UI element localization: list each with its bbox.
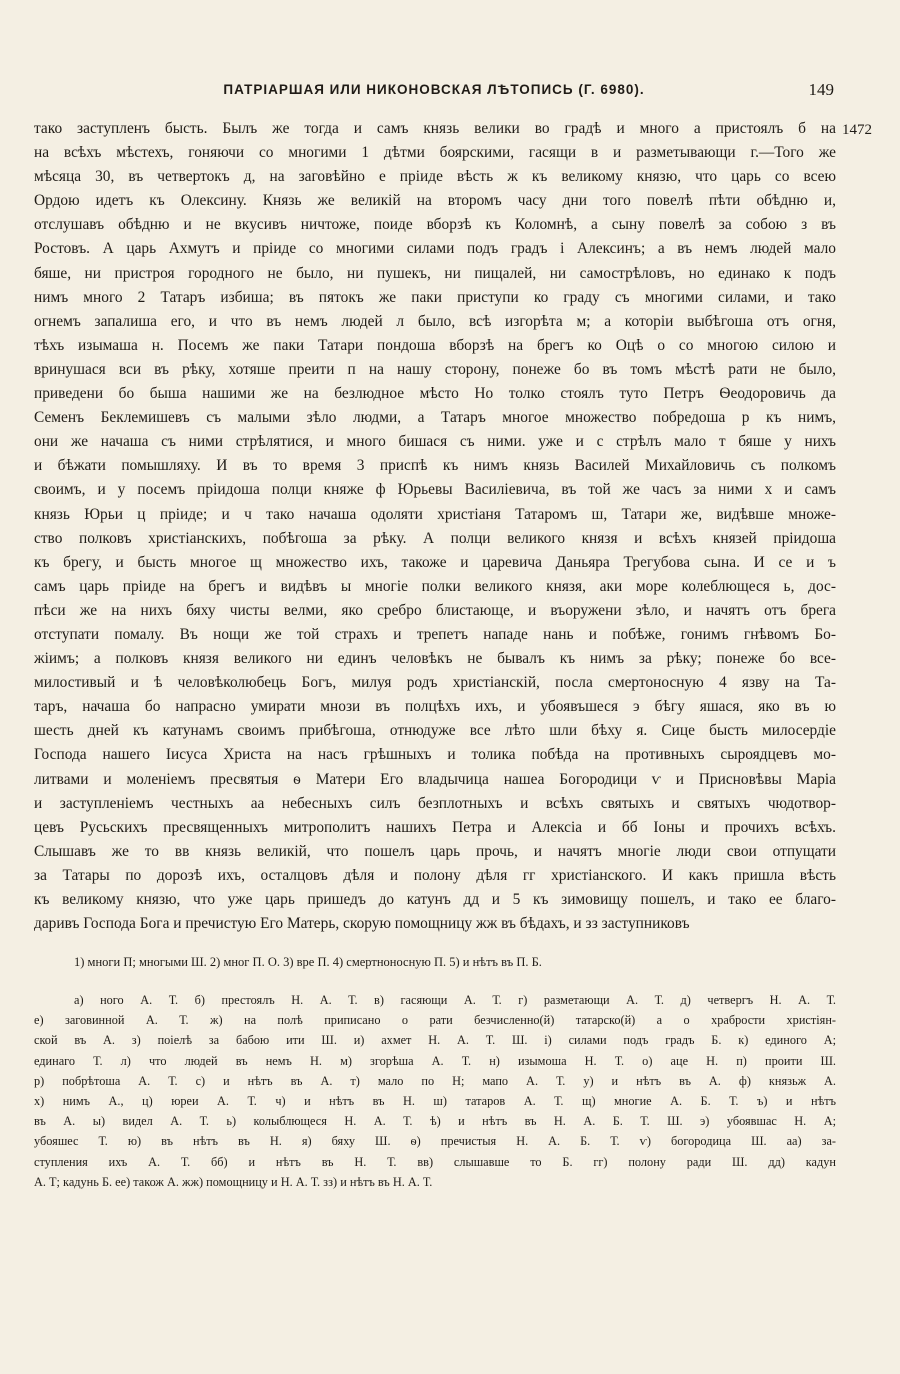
text-line: таръ, начаша бо напрасно умирати мнози въ полцѣхъ ихъ, и убоявъшеся э бѣгу яшася, яко въ ю — [34, 698, 836, 716]
footnote-line: а) ного А. Т. б) престоялъ Н. А. Т. в) гасяющи А. Т. г) разметающи А. Т. д) четвергъ Н. А. Т. — [74, 993, 836, 1007]
text-line: милостивый и ѣ человѣколюбець Богъ, милуя родъ христіанскій, посла смертоносную 4 язву на Та- — [34, 674, 836, 692]
text-line: литвами и моленіемъ пресвятыя ѳ Матери Его владычица нашеа Богородици ѵ и Присновѣвы Марiа — [34, 770, 836, 788]
text-line: даривъ Господа Бога и пречистую Его Матерь, скорую помощницу жж въ бѣдахъ, и зз заступниковъ — [34, 915, 690, 933]
text-line: за Татары по дорозѣ ихъ, осталцовъ дѣля и полону дѣля гг христіанского. И какъ пришла вѣсть — [34, 866, 836, 884]
text-line: жіимъ; а полковъ князя великого ни единъ человѣкъ не бывалъ къ нимъ за рѣку; понеже бо все- — [34, 650, 836, 668]
footnote-line: ской въ А. з) поіелѣ за бабою ити Ш. и) ахмет Н. А. Т. Ш. і) силами подъ градъ Б. к) единого А; — [34, 1033, 836, 1048]
text-line: огнемъ запалиша его, и что въ немъ людей л было, всѣ изгорѣта м; а которіи выбѣгоша отъ огня, — [34, 312, 836, 330]
text-line: Господа нашего Іисуса Христа на насъ грѣшныхъ и толика побѣда на противныхъ сыроядцевъ мо- — [34, 746, 836, 764]
text-line: приведени бо быша нашими же на безлюдное мѣсто Но толко стоялъ туто Петръ Ѳеодоровичь да — [34, 385, 836, 403]
margin-year: 1472 — [842, 122, 872, 138]
footnote-line: убояшес Т. ю) въ нѣтъ въ Н. я) бяху Ш. ѳ) пречистыя Н. А. Б. Т. ѵ) богородица Ш. аа) за- — [34, 1134, 836, 1149]
text-line: нимъ много 2 Татаръ избиша; въ пятокъ же паки приступи ко граду съ многими силами, и тако — [34, 288, 836, 306]
footnote-line: единаго Т. л) что людей въ немъ Н. м) згорѣша А. Т. н) изымоша Н. Т. о) аце Н. п) проити Ш. — [34, 1053, 836, 1068]
text-line: и бѣжати помышляху. И въ то время 3 приспѣ къ нимъ князь Василей Михайловичь съ полкомъ — [34, 457, 836, 475]
numbered-footnotes: 1) многи П; многыми Ш. 2) мног П. О. 3) вре П. 4) смертноносную П. 5) и нѣтъ въ П. Б. — [74, 955, 542, 969]
text-line: тако заступленъ бысть. Былъ же тогда и самъ князь велики во градѣ и много а пристоялъ б на — [34, 120, 836, 137]
footnote-line: р) побрѣтоша А. Т. с) и нѣтъ въ А. т) мало по Н; мапо А. Т. у) и нѣтъ въ А. ф) князьж А. — [34, 1073, 836, 1088]
text-line: вринушася вси въ рѣку, хотяше преити п на нашу сторону, понеже бо въ томъ мѣстѣ рати не было, — [34, 360, 836, 378]
footnote-line: ступления ихъ А. Т. бб) и нѣтъ въ Н. Т. вв) слышавше то Б. гг) полону ради Ш. дд) кадун — [34, 1154, 836, 1169]
text-line: Семенъ Беклемишевъ съ малыми зѣло людми, а Татаръ многое множество побредоша р къ нимъ, — [34, 409, 836, 427]
lettered-footnotes — [34, 990, 836, 1192]
text-line: цевъ Русьскихъ пресвященныхъ митрополитъ нашихъ Петра и Алексia и бб Іоны и прочихъ всѣхъ. — [34, 818, 836, 836]
footnote-line: въ А. ы) видел А. Т. ь) колыблющеся Н. А. Т. ѣ) и нѣтъ въ Н. А. Б. Т. Ш. э) убоявшас Н. А; — [34, 1114, 836, 1129]
text-line: своимъ, и у посемъ пріидоша полци княже ф Юрьевы Василіевича, въ той же часъ за ними х и самъ — [34, 481, 836, 499]
text-line: Ордою идетъ къ Олексину. Князь же великій на второмъ часу дни того повелѣ пѣти обѣдню и, — [34, 192, 836, 210]
page-number: 149 — [808, 80, 834, 99]
footnote-line: А. Т; кадунь Б. ее) також А. жж) помощницу и Н. А. Т. зз) и нѣтъ въ Н. А. Т. — [34, 1174, 433, 1189]
text-line: Слышавъ же то вв князь великій, что пошелъ царь прочь, и начятъ многіе люди свои отпущати — [34, 842, 836, 860]
text-line: они же начаша съ ними стрѣлятися, и много бишася съ ними. уже и с стрѣлъ мало т бяше у нихъ — [34, 433, 836, 451]
text-line: самъ царь пріиде на брегъ и видѣвъ ы многіе полки великого князя, аки море колеблющеся ь, дос- — [34, 577, 836, 595]
text-line: и заступленіемъ честныхъ аа небесныхъ силъ безплотныхъ и всѣхъ святыхъ и святыхъ чюдотвор- — [34, 794, 836, 812]
text-line: на всѣхъ мѣстехъ, гоняючи со многими 1 дѣтми боярскими, гасящи в и разметывающи г.—Того же — [34, 144, 836, 162]
text-line: мѣсяца 30, въ четвертокъ д, на заговѣйно е пріиде вѣсть ж къ великому князю, что царь со всею — [34, 168, 836, 186]
running-header — [34, 80, 834, 104]
text-line: шесть дней къ катунамъ своимъ прибѣгоша, отнюдуже все лѣто шли бѣху я. Сице бысть милосердіе — [34, 722, 836, 740]
text-line: ство полковъ христіанскихъ, побѣгоша за рѣку. А полци великого князя и всѣхъ князей пріидоша — [34, 529, 836, 547]
text-line: Ростовъ. А царь Ахмутъ и пріиде со многими силами подъ градъ і Алексинъ; а въ немъ людей мало — [34, 240, 836, 258]
text-line: пѣси же на нихъ бяху чисты велми, яко сребро блистающе, и въоружени зѣло, и начятъ отъ брега — [34, 601, 836, 619]
text-line: тѣхъ изымаша н. Посемъ же паки Татари пондоша вборзѣ на брегъ ко Оцѣ о со многою силою и — [34, 336, 836, 354]
main-text — [34, 117, 836, 936]
text-line: къ великому князю, что уже царь пришедъ до катунъ дд и 5 къ зимовищу пошелъ, и тако ее благо- — [34, 891, 836, 908]
header-title: ПАТРІАРШАЯ ИЛИ НИКОНОВСКАЯ ЛѢТОПИСЬ (Г. 6980). — [223, 82, 645, 97]
text-line: князь Юрьи ц пріиде; и ч тако начаша одоляти христіаня Татаромъ ш, Татари же, видѣвше множе- — [34, 505, 836, 523]
text-line: отступати помалу. Въ нощи же той страхъ и трепетъ нападе нань и побѣже, гонимъ гнѣвомъ Бо- — [34, 625, 836, 643]
text-line: отслушавъ обѣдню и не вкусивъ ничтоже, поиде вборзѣ къ Коломнѣ, а сыну повелѣ за собою з въ — [34, 216, 836, 234]
text-line: къ брегу, и бысть многое щ множество ихъ, такоже и царевича Даньяра Трегубова сына. И се и ъ — [34, 553, 836, 571]
text-line: бяше, ни пристроя городного не было, ни пушекъ, ни пищалей, ни самострѣловъ, но единако к подъ — [34, 264, 836, 282]
footnote-line: х) нимъ А., ц) юреи А. Т. ч) и нѣтъ въ Н. ш) татаров А. Т. щ) многие А. Б. Т. ъ) и нѣтъ — [34, 1093, 836, 1108]
footnote-line: е) заговинной А. Т. ж) на полѣ приписано о рати безчисленно(й) татарско(й) а о храбрости христіян- — [34, 1013, 836, 1028]
